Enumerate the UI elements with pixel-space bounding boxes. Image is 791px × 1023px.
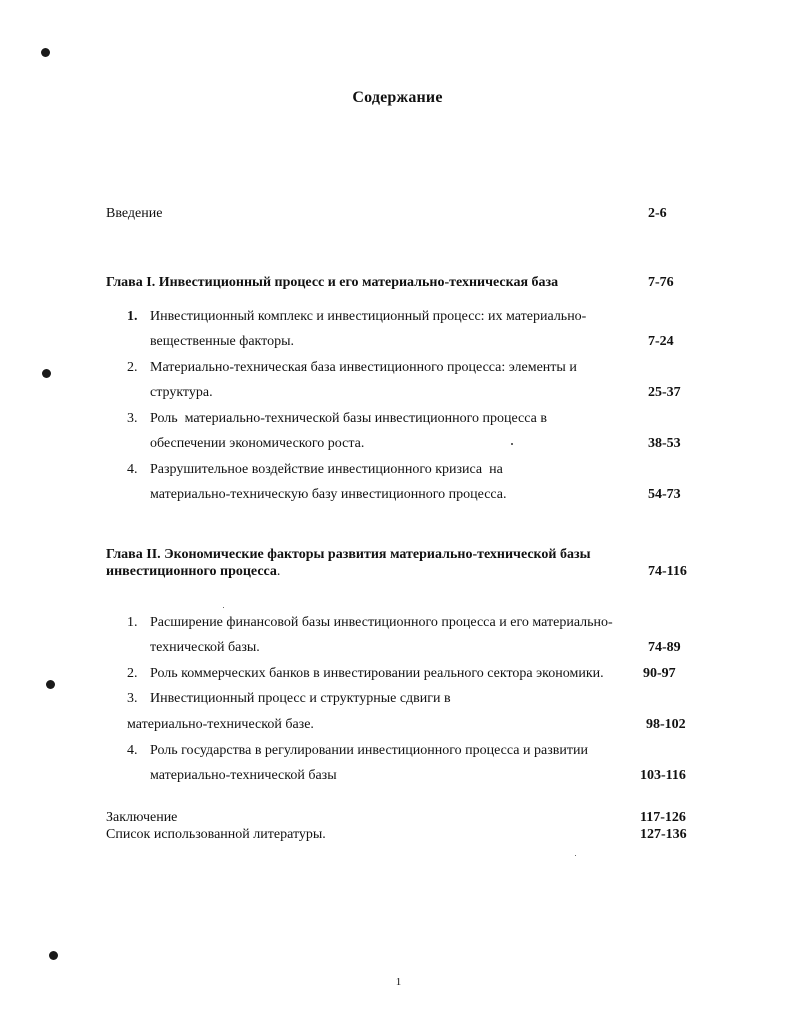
toc-ch1-item-number: 2. xyxy=(127,360,138,375)
toc-ch1-item-line: Материально-техническая база инвестиционного процесса: элементы и xyxy=(150,360,577,375)
toc-conclusion-label: Заключение xyxy=(106,810,178,825)
toc-chapter1-title: Глава I. Инвестиционный процесс и его материально-техническая база xyxy=(106,275,559,290)
binding-hole-mark xyxy=(41,48,50,57)
toc-ch1-item-number: 1. xyxy=(127,309,138,324)
toc-ch2-item-line: Роль государства в регулировании инвестиционного процесса и развитии xyxy=(150,743,588,758)
binding-hole-mark xyxy=(49,951,58,960)
toc-ch2-item-number: 4. xyxy=(127,743,138,758)
toc-ch1-item-number: 3. xyxy=(127,411,138,426)
toc-ch2-item-pages: 90-97 xyxy=(643,666,676,681)
toc-ch1-item-line: вещественные факторы. xyxy=(150,334,295,349)
toc-ch2-item-pages: 74-89 xyxy=(648,640,681,655)
toc-ch1-item-number: 4. xyxy=(127,462,138,477)
toc-ch2-item-pages: 98-102 xyxy=(646,717,686,732)
binding-hole-mark xyxy=(42,369,51,378)
toc-ch1-item-line: обеспечении экономического роста. xyxy=(150,436,365,451)
toc-chapter2-title-line1: Глава II. Экономические факторы развития материально-технической базы xyxy=(106,547,591,562)
toc-introduction-label: Введение xyxy=(106,206,163,221)
toc-ch2-item-pages: 103-116 xyxy=(640,768,686,783)
toc-ch2-item-line: Инвестиционный процесс и структурные сдвиги в xyxy=(150,691,451,706)
page-title: Содержание xyxy=(352,89,443,106)
toc-chapter2-pages: 74-116 xyxy=(648,564,687,579)
toc-bibliography-pages: 127-136 xyxy=(640,827,687,842)
toc-ch2-item-line: Расширение финансовой базы инвестиционного процесса и его материально- xyxy=(150,615,613,630)
toc-ch1-item-pages: 38-53 xyxy=(648,436,681,451)
scan-speck xyxy=(511,443,513,445)
toc-ch2-item-number: 1. xyxy=(127,615,138,630)
toc-chapter1-pages: 7-76 xyxy=(648,275,674,290)
toc-chapter2-title-line2: инвестиционного процесса xyxy=(106,564,277,579)
toc-chapter2-title-line2-wrap: инвестиционного процесса. xyxy=(106,564,281,579)
scan-speck xyxy=(223,607,224,608)
toc-ch1-item-pages: 54-73 xyxy=(648,487,681,502)
toc-ch1-item-pages: 7-24 xyxy=(648,334,674,349)
toc-ch1-item-pages: 25-37 xyxy=(648,385,681,400)
toc-ch2-item-line: технической базы. xyxy=(150,640,260,655)
toc-ch1-item-line: Роль материально-технической базы инвестиционного процесса в xyxy=(150,411,547,426)
toc-ch2-item-line: материально-технической базе. xyxy=(127,717,314,732)
toc-ch1-item-line: структура. xyxy=(150,385,213,400)
toc-ch2-item-line: материально-технической базы xyxy=(150,768,337,783)
toc-bibliography-label: Список использованной литературы. xyxy=(106,827,326,842)
toc-ch2-item-number: 2. xyxy=(127,666,138,681)
toc-ch1-item-line: Разрушительное воздействие инвестиционного кризиса на xyxy=(150,462,503,477)
toc-ch2-item-number: 3. xyxy=(127,691,138,706)
toc-ch1-item-line: материально-техническую базу инвестиционного процесса. xyxy=(150,487,507,502)
toc-conclusion-pages: 117-126 xyxy=(640,810,686,825)
binding-hole-mark xyxy=(46,680,55,689)
toc-ch2-item-line: Роль коммерческих банков в инвестировании реального сектора экономики. xyxy=(150,666,604,681)
toc-ch1-item-line: Инвестиционный комплекс и инвестиционный процесс: их материально- xyxy=(150,309,587,324)
page-number: 1 xyxy=(395,976,402,988)
toc-introduction-pages: 2-6 xyxy=(648,206,667,221)
scan-speck xyxy=(575,855,576,856)
